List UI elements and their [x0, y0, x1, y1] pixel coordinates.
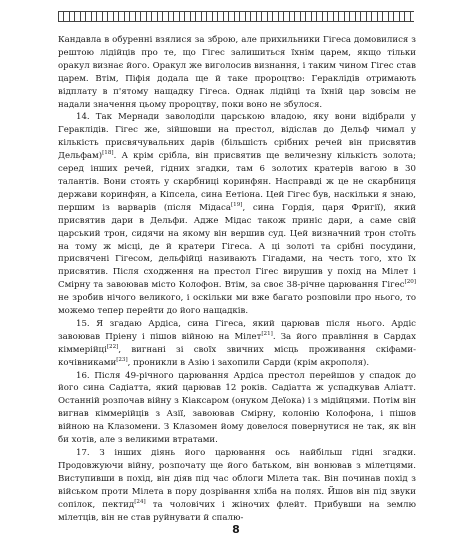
body-text	[58, 34, 416, 524]
footnote-ref: [18]	[102, 150, 114, 157]
paragraph	[58, 34, 416, 111]
text-run: 14. Так Мернади заволоділи царською владою, яку вони відібрали у Гераклідів. Гігес же, зійшовши на престол, відіслав до Дельф чимал у кількість присвячувальних дарів (більшість срібних речей він присвятив Дельфам)	[58, 112, 416, 162]
text-run: Кандавла в обуренні взялися за зброю, але прихильники Гігеса домовилися з рештою лідійців про те, що Гігес залишиться їхнім царем, якщо тільки оракул визнає його. Оракул же виголосив визнання, і таким чином Гігес став царем. Втім, Піфія додала ще й таке пророцтво: Гераклідів отримають відплату в п'ятому нащадку Гігеса. Однак лідійці та їхній цар зовсім не надали значення цьому пророцтву, поки воно не збулося.	[58, 35, 416, 110]
page-number: 8	[232, 523, 240, 536]
text-run: . А крім срібла, він присвятив ще величезну кількість золота; серед інших речей, гідних згадки, там 6 золотих кратерів вагою в 30 талантів. Вони стоять у скарбниці коринфян. Насправді ж це не скарбниця держави коринфян, а Кіпсела, сина Еетіона. Цей Гігес був, наскільки я знаю, першим із варварів (після Мідаса	[58, 151, 416, 213]
text-run: . За його правління в Сардах кіммерійці	[58, 331, 416, 355]
text-run: не зробив нічого великого, і оскільки ми вже багато розповіли про нього, то можемо тепер перейти до його нащадків.	[58, 293, 416, 317]
header-ornament	[58, 11, 414, 22]
footnote-ref: [24]	[134, 498, 146, 505]
text-run: 17. З інших діянь його царювання ось найбільш гідні згадки. Продовжуючи війну, розпочату ще його батьком, він вонював з мілетцями. Виступивши в похід, він діяв під час облоги Мілета так. Він починав похід з військом проти Мілета в пору дозрівання хліба на полях. Йшов він під звуки сопілок, пектид	[58, 448, 416, 510]
footnote-ref: [20]	[404, 279, 416, 286]
text-run: 15. Я згадаю Ардіса, сина Гігеса, який царював після нього. Ардіс завоював Пріену і пішов війною на Мілет	[58, 318, 416, 342]
paragraph	[58, 318, 416, 370]
footnote-ref: [22]	[106, 343, 119, 350]
paragraph	[58, 370, 416, 447]
text-run: , сина Гордія, царя Фригії), який присвятив дари в Дельфи. Адже Мідас також приніс дари, а саме свій царський трон, сидячи на якому він вершив суд. Цей визначний трон стоїть на тому ж місці, де й кратери Гігеса. А ці золоті та срібні посудини, присвячені Гігесом, дельфійці називають Гігадами, на честь того, хто їх присвятив. Після сходження на престол Гігес вирушив у похід на Мілет і Смірну та завоював місто Колофон. Втім, за своє 38-річне царювання Гігес	[58, 202, 416, 291]
text-run: , вигнані зі своїх звичних місць проживання скіфами-кочівниками	[58, 344, 416, 368]
text-run: 16. Після 49-річного царювання Ардіса престол перейшов у спадок до його сина Садіатта, який царював 12 років. Садіатта ж успадкував Аліатт. Останній розпочав війну з Кіаксаром (онуком Деїока) і з мідійцями. Потім він вигнав кіммерійців з Азії, завоював Смірну, колонію Колофона, і пішов війною на Клазомени. З Клазомен йому довелося повернутися не так, як він би хотів, але з великими втратами.	[58, 370, 416, 446]
text-run: , проникли в Азію і захопили Сарди (крім акрополя).	[127, 357, 370, 368]
paragraph	[58, 111, 416, 318]
footnote-ref: [19]	[230, 201, 243, 208]
text-run: та чоловічих і жіночих флейт. Прибувши на землю мілетців, він не став руйнувати й спалю-	[58, 499, 416, 523]
footnote-ref: [21]	[261, 330, 273, 337]
footnote-ref: [23]	[116, 356, 128, 363]
paragraph	[58, 447, 416, 524]
